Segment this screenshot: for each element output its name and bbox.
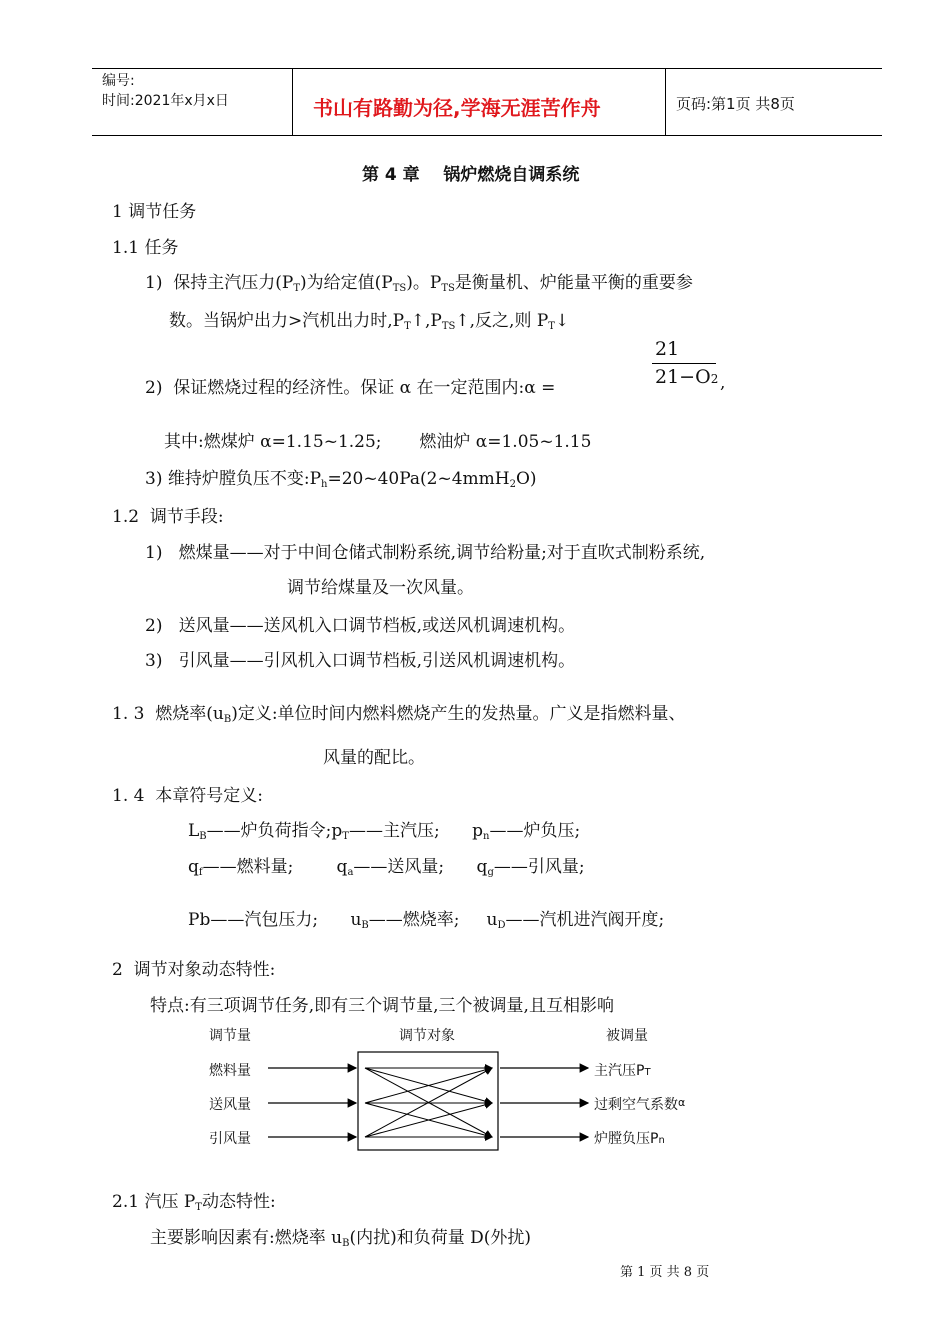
task-item-1-line-2: 数。当锅炉出力>汽机出力时$,P_T↑,P_{TS}↑$,反之,则 $P_T↓$ [169, 311, 570, 332]
means-item-3: 3) 引风量——引风机入口调节档板,引送风机调速机构。 [145, 651, 576, 671]
diagram-output-alpha: 过剩空气系数$^\alpha$ [594, 1096, 686, 1113]
diagram-input-air: 送风量 [209, 1097, 251, 1113]
time-label: 时间:2021年x月x日 [102, 93, 229, 109]
section-1-2-heading: 1.2 调节手段: [112, 507, 224, 527]
diagram-col-object: 调节对象 [399, 1028, 455, 1044]
section-2-1-heading: 2.1 汽压 $P_T$动态特性: [112, 1192, 276, 1213]
symbol-line-1: $L_B——$炉负荷指令$;p_T——$主汽压; $p_n——$炉负压; [188, 821, 581, 842]
section-2-feature: 特点:有三项调节任务,即有三个调节量,三个被调量,且互相影响 [150, 996, 614, 1016]
diagram-col-inputs: 调节量 [209, 1028, 251, 1044]
task-item-3: 3) 维持炉膛负压不变$:P_h=20\sim 40Pa(2\sim 4mmH_2O)$ [145, 469, 537, 490]
task-item-2-detail: 其中:燃煤炉 α=1.15~1.25; 燃油炉 α=1.05~1.15 [164, 432, 592, 452]
means-item-1-line-1: 1) 燃煤量——对于中间仓储式制粉系统,调节给粉量;对于直吹式制粉系统, [145, 543, 706, 563]
header-bottom-rule [92, 135, 882, 136]
section-1-1-heading: 1.1 任务 [112, 238, 179, 258]
symbol-line-3: Pb——汽包压力; $u_B——$燃烧率; $u_D——$汽机进汽阀开度; [188, 910, 665, 931]
fraction-comma: , [720, 373, 726, 393]
section-2-heading: 2 调节对象动态特性: [112, 960, 276, 980]
control-object-diagram [260, 1045, 600, 1155]
task-item-1-line-1: 1) 保持主汽压力$(P_T)$为给定值$(P_{TS})$。$P_{TS}$是衡量机、炉能量平衡的重要参 [145, 273, 693, 294]
diagram-input-fuel: 燃料量 [209, 1063, 251, 1079]
diagram-output-pressure: 主汽压PT [594, 1063, 651, 1079]
header-divider-left [292, 68, 293, 136]
diagram-output-draft: 炉膛负压Pn [594, 1131, 665, 1147]
number-label: 编号: [102, 73, 135, 89]
chapter-title: 第 4 章 锅炉燃烧自调系统 [362, 165, 580, 185]
diagram-col-outputs: 被调量 [606, 1028, 648, 1044]
motto: 书山有路勤为径,学海无涯苦作舟 [313, 96, 601, 120]
page-label: 页码:第1页 共8页 [676, 95, 795, 113]
section-1-4-heading: 1. 4 本章符号定义: [112, 786, 263, 806]
means-item-1-line-2: 调节给煤量及一次风量。 [287, 578, 474, 598]
header-top-rule [92, 68, 882, 69]
section-1-3-line-1: 1. 3 燃烧率$(u_B)$定义:单位时间内燃料燃烧产生的发热量。广义是指燃料量、 [112, 704, 686, 725]
footer-page-number: 第 1 页 共 8 页 [620, 1265, 710, 1280]
section-2-1-line: 主要影响因素有:燃烧率 $u_B$(内扰)和负荷量 D(外扰) [150, 1228, 532, 1249]
fraction-denominator: 21−O2 [655, 366, 719, 388]
fraction-numerator: 21 [655, 338, 680, 360]
control-object-box [358, 1052, 498, 1150]
means-item-2: 2) 送风量——送风机入口调节档板,或送风机调速机构。 [145, 616, 576, 636]
header-divider-right [665, 68, 666, 136]
section-1-heading: 1 调节任务 [112, 202, 197, 222]
fraction-bar [652, 363, 716, 364]
task-item-2: 2) 保证燃烧过程的经济性。保证 α 在一定范围内:α = [145, 378, 556, 398]
diagram-input-induced: 引风量 [209, 1131, 251, 1147]
symbol-line-2: $q_f——$燃料量; $q_a——$送风量; $q_g——$引风量; [188, 857, 585, 878]
section-1-3-line-2: 风量的配比。 [323, 748, 425, 768]
